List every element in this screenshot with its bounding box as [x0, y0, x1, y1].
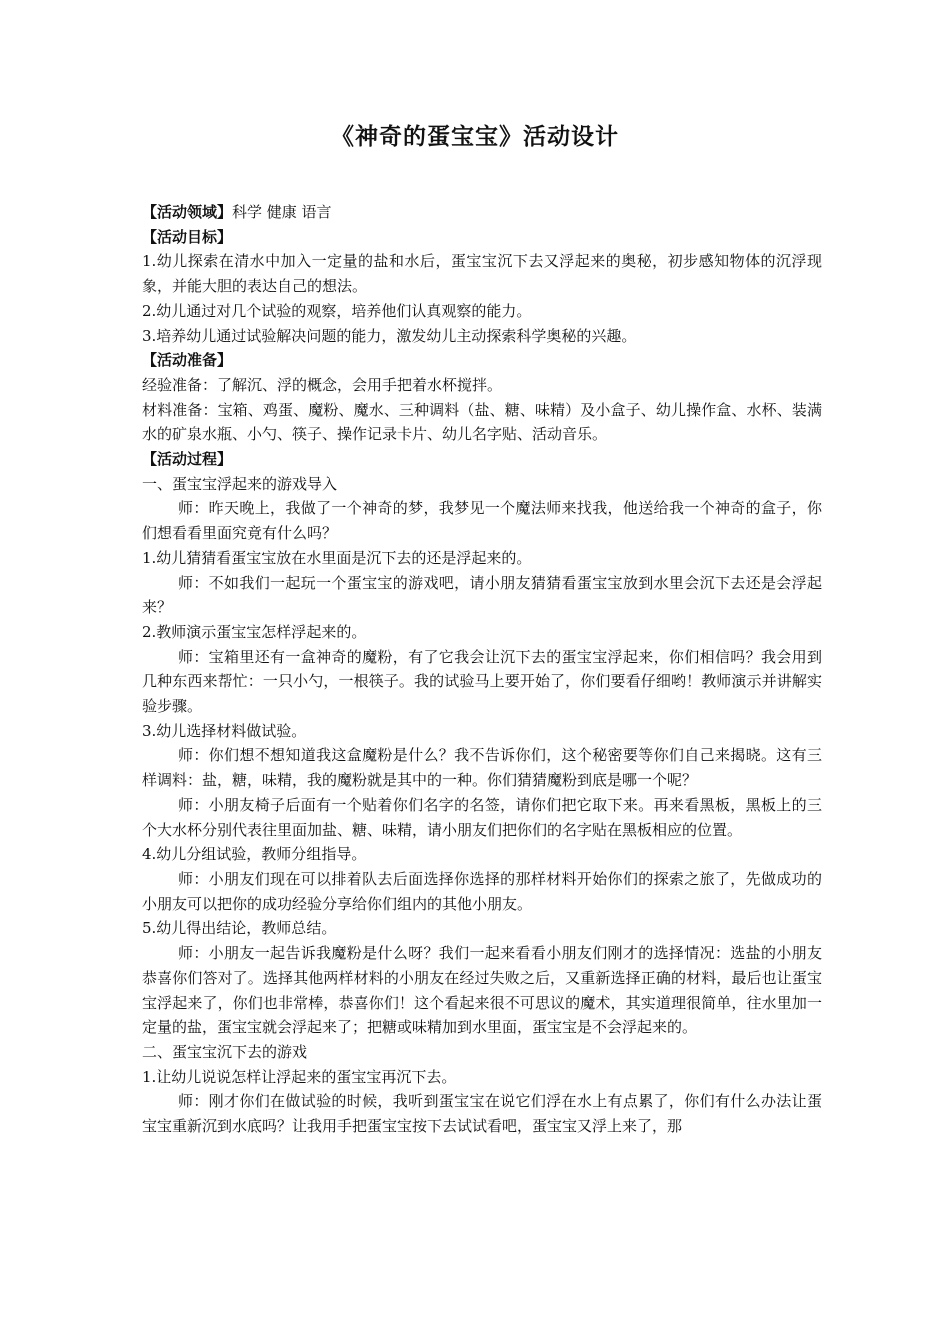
process-paragraph: 师：小朋友一起告诉我魔粉是什么呀？我们一起来看看小朋友们刚才的选择情况：选盐的小朋友恭喜你们答对了。选择其他两样材料的小朋友在经过失败之后，又重新选择正确的材料，最后也让蛋宝宝浮起来了，你们也非常棒，恭喜你们！这个看起来很不可思议的魔术，其实道理很简单，往水里加一定量的盐，蛋宝宝就会浮起来了；把糖或味精加到水里面，蛋宝宝是不会浮起来的。	[142, 944, 822, 1037]
goal-item-3: 3.培养幼儿通过试验解决问题的能力，激发幼儿主动探索科学奥秘的兴趣。	[142, 326, 637, 345]
process-paragraph: 5.幼儿得出结论，教师总结。	[142, 919, 337, 938]
goal-heading: 【活动目标】	[142, 227, 233, 246]
process-paragraph: 师：刚才你们在做试验的时候，我听到蛋宝宝在说它们浮在水上有点累了，你们有什么办法让蛋宝宝重新沉到水底吗？让我用手把蛋宝宝按下去试试看吧，蛋宝宝又浮上来了，那	[142, 1092, 822, 1136]
domain-line	[142, 200, 822, 225]
domain-label: 【活动领域】	[142, 203, 233, 221]
process-paragraph: 1.让幼儿说说怎样让浮起来的蛋宝宝再沉下去。	[142, 1067, 457, 1086]
prep-experience: 经验准备：了解沉、浮的概念，会用手把着水杯搅拌。	[142, 375, 503, 394]
process-heading: 【活动过程】	[142, 450, 233, 469]
process-paragraph: 师：小朋友们现在可以排着队去后面选择你选择的那样材料开始你们的探索之旅了，先做成功的小朋友可以把你的成功经验分享给你们组内的其他小朋友。	[142, 869, 822, 913]
process-list	[142, 472, 822, 1139]
process-paragraph: 师：不如我们一起玩一个蛋宝宝的游戏吧，请小朋友猜猜看蛋宝宝放到水里会沉下去还是会浮起来？	[142, 573, 822, 617]
process-paragraph: 3.幼儿选择材料做试验。	[142, 721, 307, 740]
process-paragraph: 4.幼儿分组试验，教师分组指导。	[142, 845, 367, 864]
process-paragraph: 师：宝箱里还有一盒神奇的魔粉，有了它我会让沉下去的蛋宝宝浮起来，你们相信吗？我会用到几种东西来帮忙：一只小勺，一根筷子。我的试验马上要开始了，你们要看仔细哟！教师演示并讲解实验步骤。	[142, 647, 822, 716]
process-paragraph: 2.教师演示蛋宝宝怎样浮起来的。	[142, 622, 367, 641]
process-paragraph: 师：你们想不想知道我这盒魔粉是什么？我不告诉你们，这个秘密要等你们自己来揭晓。这有三样调料：盐，糖，味精，我的魔粉就是其中的一种。你们猜猜魔粉到底是哪一个呢？	[142, 746, 822, 790]
process-paragraph: 师：小朋友椅子后面有一个贴着你们名字的名签，请你们把它取下来。再来看黑板，黑板上的三个大水杯分别代表往里面加盐、糖、味精，请小朋友们把你们的名字贴在黑板相应的位置。	[142, 795, 822, 839]
domain-value: 科学 健康 语言	[232, 203, 332, 221]
process-paragraph: 二、蛋宝宝沉下去的游戏	[142, 1042, 308, 1061]
prep-materials: 材料准备：宝箱、鸡蛋、魔粉、魔水、三种调料（盐、糖、味精）及小盒子、幼儿操作盒、水杯、装满水的矿泉水瓶、小勺、筷子、操作记录卡片、幼儿名字贴、活动音乐。	[142, 400, 822, 444]
document-body	[142, 200, 822, 1139]
process-paragraph: 师：昨天晚上，我做了一个神奇的梦，我梦见一个魔法师来找我，他送给我一个神奇的盒子，你们想看看里面究竟有什么吗？	[142, 499, 822, 543]
goal-item-1: 1.幼儿探索在清水中加入一定量的盐和水后，蛋宝宝沉下去又浮起来的奥秘，初步感知物体的沉浮现象，并能大胆的表达自己的想法。	[142, 252, 822, 296]
goal-item-2: 2.幼儿通过对几个试验的观察，培养他们认真观察的能力。	[142, 301, 532, 320]
process-paragraph: 一、蛋宝宝浮起来的游戏导入	[142, 474, 338, 493]
prep-heading: 【活动准备】	[142, 351, 233, 370]
process-paragraph: 1.幼儿猜猜看蛋宝宝放在水里面是沉下去的还是浮起来的。	[142, 548, 532, 567]
page-title: 《神奇的蛋宝宝》活动设计	[331, 123, 619, 150]
